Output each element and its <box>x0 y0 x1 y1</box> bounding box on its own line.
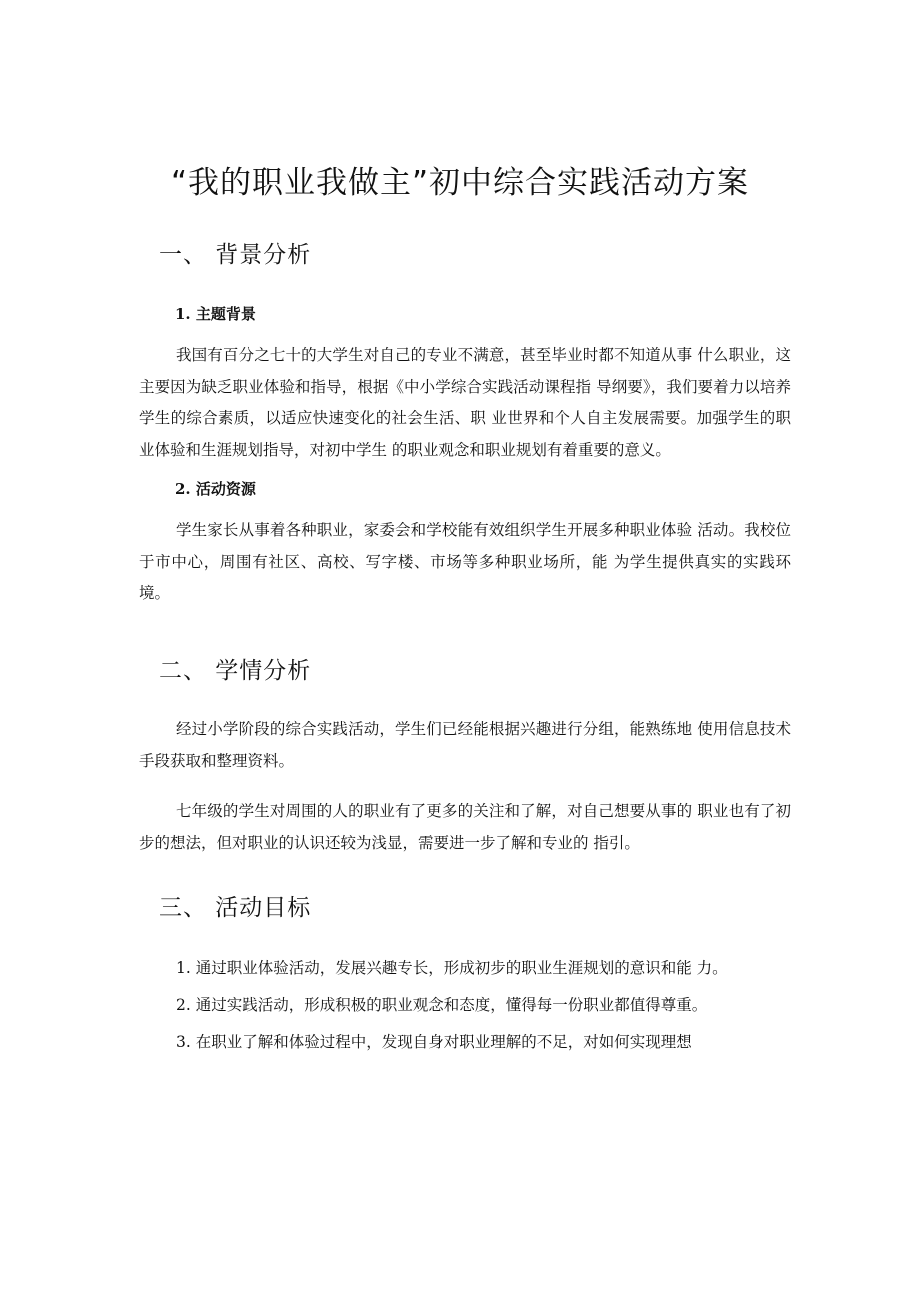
section-heading-background: 一、 背景分析 <box>159 242 312 268</box>
goal-item-1: 1. 通过职业体验活动，发展兴趣专长，形成初步的职业生涯规划的意识和能 力。 <box>176 959 728 977</box>
paragraph-student-analysis-2: 七年级的学生对周围的人的职业有了更多的关注和了解，对自己想要从事的 职业也有了初步的想法，但对职业的认识还较为浅显，需要进一步了解和专业的 指引。 <box>139 802 791 852</box>
paragraph-student-analysis-1: 经过小学阶段的综合实践活动，学生们已经能根据兴趣进行分组，能熟练地 使用信息技术手段获取和整理资料。 <box>139 720 791 770</box>
paragraph-theme-background: 我国有百分之七十的大学生对自己的专业不满意，甚至毕业时都不知道从事 什么职业，这主要因为缺乏职业体验和指导，根据《中小学综合实践活动课程指 导纲要》，我们要着力以培养学生的综合素质，以适应快速变化的社会生活、职 业世界和个人自主发展需要。加强学生的职业体验和生涯规划指导，对初中学生 的职业观念和职业规划有着重要的意义。 <box>139 346 791 459</box>
section-heading-student-analysis: 二、 学情分析 <box>159 658 312 684</box>
goal-item-3: 3. 在职业了解和体验过程中，发现自身对职业理解的不足，对如何实现理想 <box>176 1033 692 1051</box>
document-title: “我的职业我做主”初中综合实践活动方案 <box>170 165 750 201</box>
subheading-theme-background: 1. 主题背景 <box>175 305 256 323</box>
goal-item-2: 2. 通过实践活动，形成积极的职业观念和态度，懂得每一份职业都值得尊重。 <box>176 996 708 1014</box>
paragraph-activity-resources: 学生家长从事着各种职业，家委会和学校能有效组织学生开展多种职业体验 活动。我校位于市中心，周围有社区、高校、写字楼、市场等多种职业场所，能 为学生提供真实的实践环境。 <box>139 521 791 602</box>
subheading-activity-resources: 2. 活动资源 <box>175 480 256 498</box>
section-heading-activity-goals: 三、 活动目标 <box>159 895 312 921</box>
